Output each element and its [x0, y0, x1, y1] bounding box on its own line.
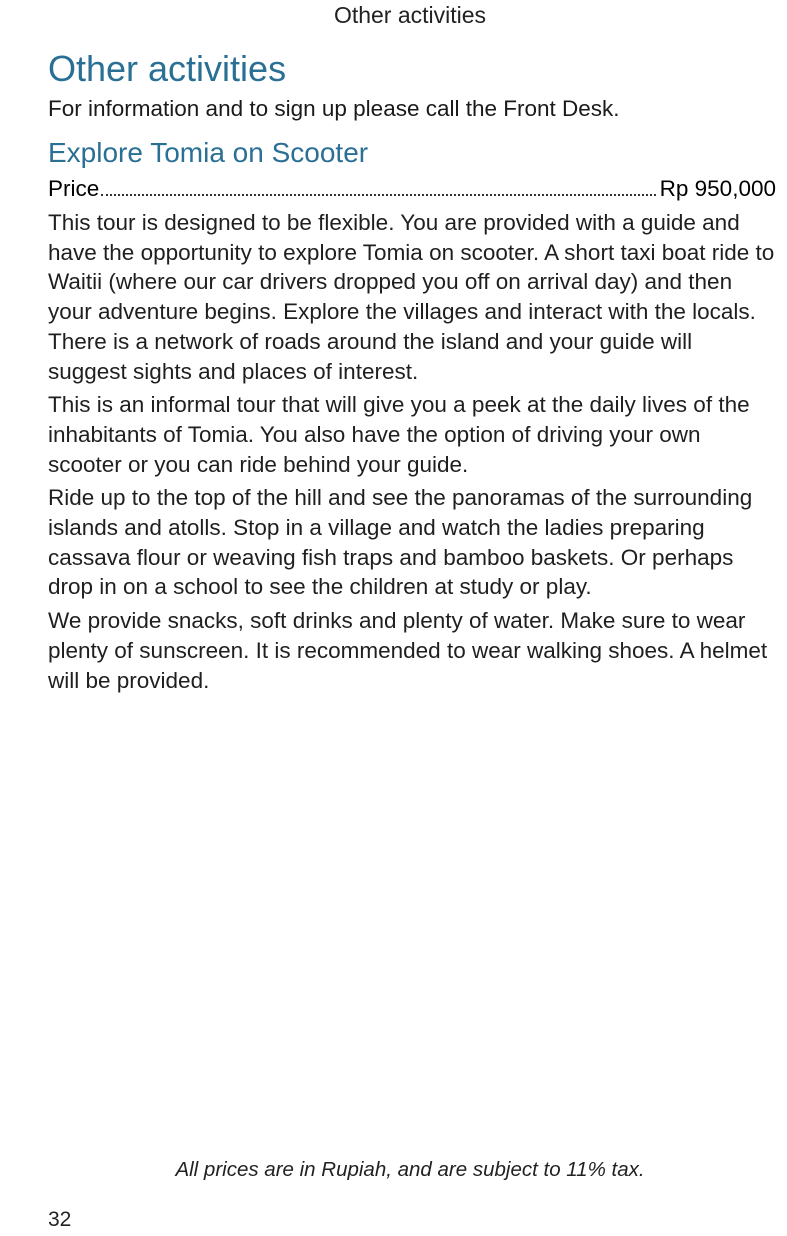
running-head: Other activities: [333, 2, 487, 28]
price-label: Price: [48, 176, 100, 201]
price-leader-dots: [101, 194, 655, 196]
price-row: [48, 174, 776, 204]
intro-text: For information and to sign up please call the Front Desk.: [48, 96, 620, 121]
paragraph: This tour is designed to be flexible. You are provided with a guide and have the opportunity to explore Tomia on scooter. A short taxi boat ride to Waitii (where our car drivers dropped you off on arrival day) and then your adventure begins. Explore the villages and interact with the locals. There is a network of roads around the island and your guide will suggest sights and places of interest.: [48, 210, 775, 384]
paragraph: Ride up to the top of the hill and see the panoramas of the surrounding islands and atolls. Stop in a village and watch the ladies preparing cassava flour or weaving fish traps and bamboo baskets. Or perhaps drop in on a school to see the children at study or play.: [48, 485, 753, 600]
section-title: Explore Tomia on Scooter: [48, 137, 369, 168]
page-number: 32: [48, 1208, 72, 1231]
page-content: [48, 46, 776, 695]
paragraph: This is an informal tour that will give you a peek at the daily lives of the inhabitants of Tomia. You also have the option of driving your own scooter or you can ride behind your guide.: [48, 392, 750, 477]
page-title: Other activities: [48, 48, 287, 89]
footer-note: All prices are in Rupiah, and are subject to 11% tax.: [175, 1158, 645, 1181]
paragraph: We provide snacks, soft drinks and plenty of water. Make sure to wear plenty of sunscreen. It is recommended to wear walking shoes. A helmet will be provided.: [48, 608, 768, 693]
price-value: Rp 950,000: [659, 176, 776, 201]
